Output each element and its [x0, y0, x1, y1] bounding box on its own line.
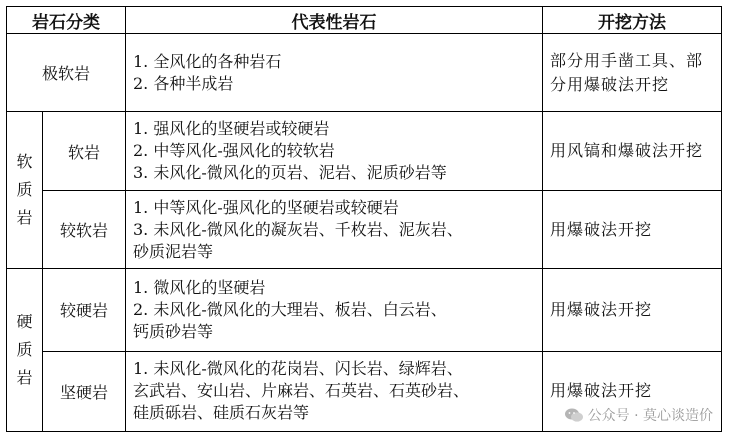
category-moderately-soft: 较软岩 — [43, 190, 126, 268]
method-moderately-soft: 用爆破法开挖 — [543, 190, 722, 268]
header-excavation-method: 开挖方法 — [543, 7, 722, 34]
rocks-moderately-soft — [126, 190, 543, 268]
category-extremely-soft: 极软岩 — [7, 34, 126, 112]
header-representative-rocks: 代表性岩石 — [126, 7, 543, 34]
watermark-text: 公众号 · 莫心谈造价 — [587, 408, 713, 424]
watermark — [564, 405, 713, 425]
rock-line: 2. 未风化-微风化的大理岩、板岩、白云岩、 — [133, 299, 447, 319]
table-row — [7, 190, 722, 268]
table-row — [7, 34, 722, 112]
method-soft: 用风镐和爆破法开挖 — [543, 112, 722, 190]
table-header-row — [7, 7, 722, 34]
rocks-hard — [126, 351, 543, 431]
rock-line: 玄武岩、安山岩、片麻岩、石英岩、石英砂岩、 — [133, 381, 470, 401]
method-moderately-hard: 用爆破法开挖 — [543, 269, 722, 351]
rock-line: 钙质砂岩等 — [133, 321, 214, 341]
rocks-moderately-hard — [126, 269, 543, 351]
category-soft: 软岩 — [43, 112, 126, 190]
group-hard-label: 硬 质 岩 — [16, 312, 33, 388]
rock-line: 1. 未风化-微风化的花岗岩、闪长岩、绿辉岩、 — [133, 359, 463, 379]
rock-classification-table — [6, 6, 722, 432]
rock-line: 3. 未风化-微风化的凝灰岩、千枚岩、泥灰岩、 — [133, 219, 463, 239]
table-row — [7, 112, 722, 190]
rock-line: 硅质砾岩、硅质石灰岩等 — [133, 403, 310, 423]
rock-line: 1. 中等风化-强风化的坚硬岩或较硬岩 — [133, 197, 399, 217]
rock-line: 3. 未风化-微风化的页岩、泥岩、泥质砂岩等 — [133, 163, 447, 183]
rocks-extremely-soft — [126, 34, 543, 112]
method-extremely-soft: 部分用手凿工具、部分用爆破法开挖 — [543, 34, 722, 112]
rock-line: 1. 强风化的坚硬岩或较硬岩 — [133, 119, 330, 139]
group-soft-label: 软 质 岩 — [16, 152, 33, 228]
rock-line: 2. 中等风化-强风化的较软岩 — [133, 141, 335, 161]
category-hard: 坚硬岩 — [43, 351, 126, 431]
rock-line: 2. 各种半成岩 — [133, 73, 234, 93]
rock-line: 1. 微风化的坚硬岩 — [133, 277, 266, 297]
rock-line: 1. 全风化的各种岩石 — [133, 51, 282, 71]
header-classification: 岩石分类 — [7, 7, 126, 34]
rock-line: 砂质泥岩等 — [133, 241, 214, 261]
group-hard-rock — [7, 269, 43, 432]
rocks-soft — [126, 112, 543, 190]
category-moderately-hard: 较硬岩 — [43, 269, 126, 351]
method-hard: 用爆破法开挖 — [543, 351, 722, 431]
wechat-icon — [564, 407, 584, 423]
table-row — [7, 269, 722, 351]
group-soft-rock — [7, 112, 43, 269]
